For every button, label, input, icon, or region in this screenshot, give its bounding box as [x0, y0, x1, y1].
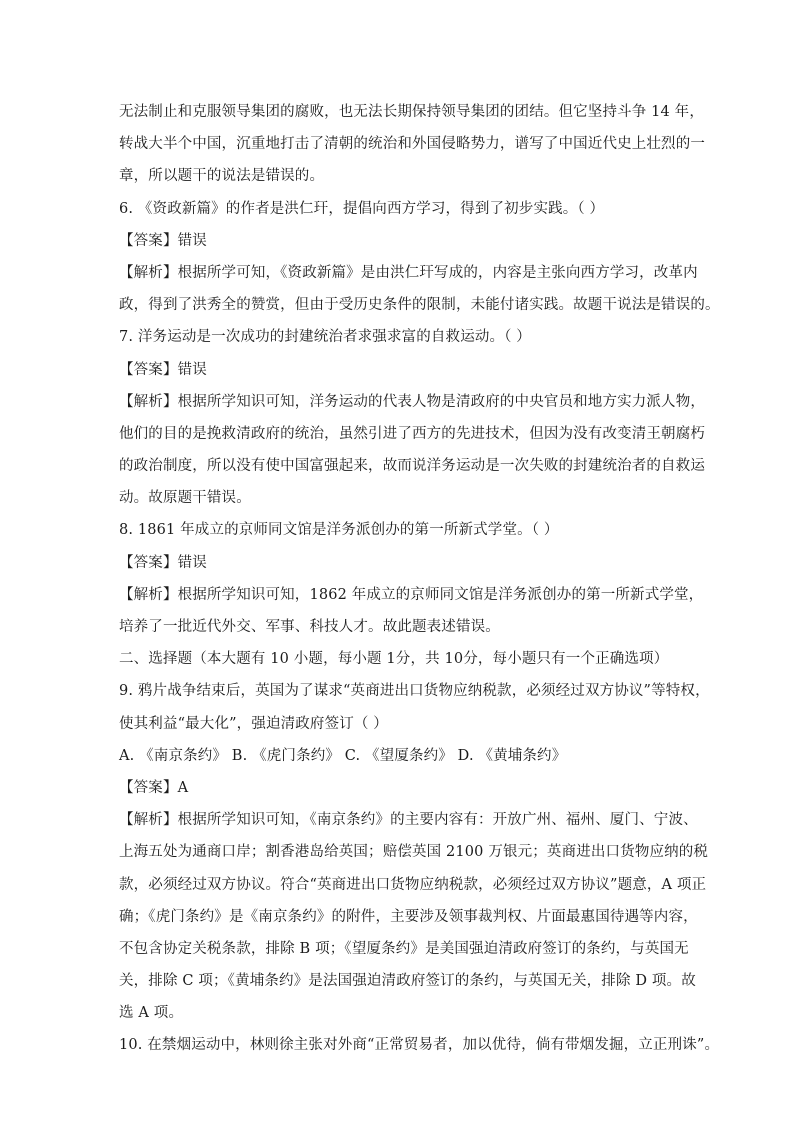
section-heading: 二、选择题（本大题有 10 小题，每小题 1分，共 10分，每小题只有一个正确选项）	[119, 651, 669, 668]
analysis-6: 【解析】根据所学可知，《资政新篇》是由洪仁玕写成的，内容是主张向西方学习，改革内	[119, 264, 698, 281]
analysis-9: 【解析】根据所学知识可知，《南京条约》的主要内容有：开放广州、福州、厦门、宁波、	[119, 812, 698, 829]
question-9: 9. 鸦片战争结束后，英国为了谋求“英商进出口货物应纳税款，必须经过双方协议”等特权，	[119, 683, 710, 700]
text-line: 关，排除 C 项；《黄埔条约》是法国强迫清政府签订的条约，与英国无关，排除 D 项。故	[119, 973, 696, 990]
question-8: 8. 1861 年成立的京师同文馆是洋务派创办的第一所新式学堂。（ ）	[119, 522, 559, 539]
text-line: 使其利益“最大化”，强迫清政府签订（ ）	[119, 715, 388, 732]
text-line: 选 A 项。	[119, 1005, 184, 1022]
analysis-8: 【解析】根据所学知识可知，1862 年成立的京师同文馆是洋务派创办的第一所新式学堂，	[119, 586, 704, 603]
text-line: 章，所以题干的说法是错误的。	[119, 168, 325, 185]
text-line: 培养了一批近代外交、军事、科技人才。故此题表述错误。	[119, 619, 500, 635]
question-7: 7. 洋务运动是一次成功的封建统治者求强求富的自救运动。（ ）	[119, 329, 531, 346]
text-line: 他们的目的是挽救清政府的统治，虽然引进了西方的先进技术，但因为没有改变清王朝腐朽	[119, 425, 705, 442]
text-line: 上海五处为通商口岸；割香港岛给英国；赔偿英国 2100 万银元；英商进出口货物应纳的税	[119, 844, 709, 861]
text-line: 款，必须经过双方协议。符合“英商进出口货物应纳税款，必须经过双方协议”题意，A 项正	[119, 876, 707, 893]
answer-6: 【答案】错误	[119, 232, 207, 249]
document-page	[119, 102, 720, 1068]
text-line: 政，得到了洪秀全的赞赏，但由于受历史条件的限制，未能付诸实践。故题干说法是错误的。	[119, 297, 720, 314]
question-6: 6. 《资政新篇》的作者是洪仁玕，提倡向西方学习，得到了初步实践。（ ）	[119, 200, 605, 217]
text-line: 转战大半个中国，沉重地打击了清朝的统治和外国侵略势力，谱写了中国近代史上壮烈的一	[119, 136, 705, 153]
answer-9: 【答案】A	[119, 779, 189, 796]
text-line: 的政治制度，所以没有使中国富强起来，故而说洋务运动是一次失败的封建统治者的自救运	[119, 458, 705, 475]
text-line: 无法制止和克服领导集团的腐败，也无法长期保持领导集团的团结。但它坚持斗争 14 年，	[119, 104, 704, 120]
text-line: 动。故原题干错误。	[119, 490, 251, 507]
question-10: 10. 在禁烟运动中，林则徐主张对外商“正常贸易者，加以优待，倘有带烟发掘，立正刑诛”。	[119, 1037, 720, 1054]
answer-7: 【答案】错误	[119, 361, 207, 378]
answer-8: 【答案】错误	[119, 554, 207, 571]
text-line: 不包含协定关税条款，排除 B 项；《望厦条约》是美国强迫清政府签订的条约，与英国无	[119, 940, 689, 957]
options-9: A. 《南京条约》 B. 《虎门条约》 C. 《望厦条约》 D. 《黄埔条约》	[119, 747, 567, 764]
analysis-7: 【解析】根据所学知识可知，洋务运动的代表人物是清政府的中央官员和地方实力派人物，	[119, 393, 705, 410]
text-line: 确；《虎门条约》是《南京条约》的附件，主要涉及领事裁判权、片面最惠国待遇等内容，	[119, 908, 698, 925]
